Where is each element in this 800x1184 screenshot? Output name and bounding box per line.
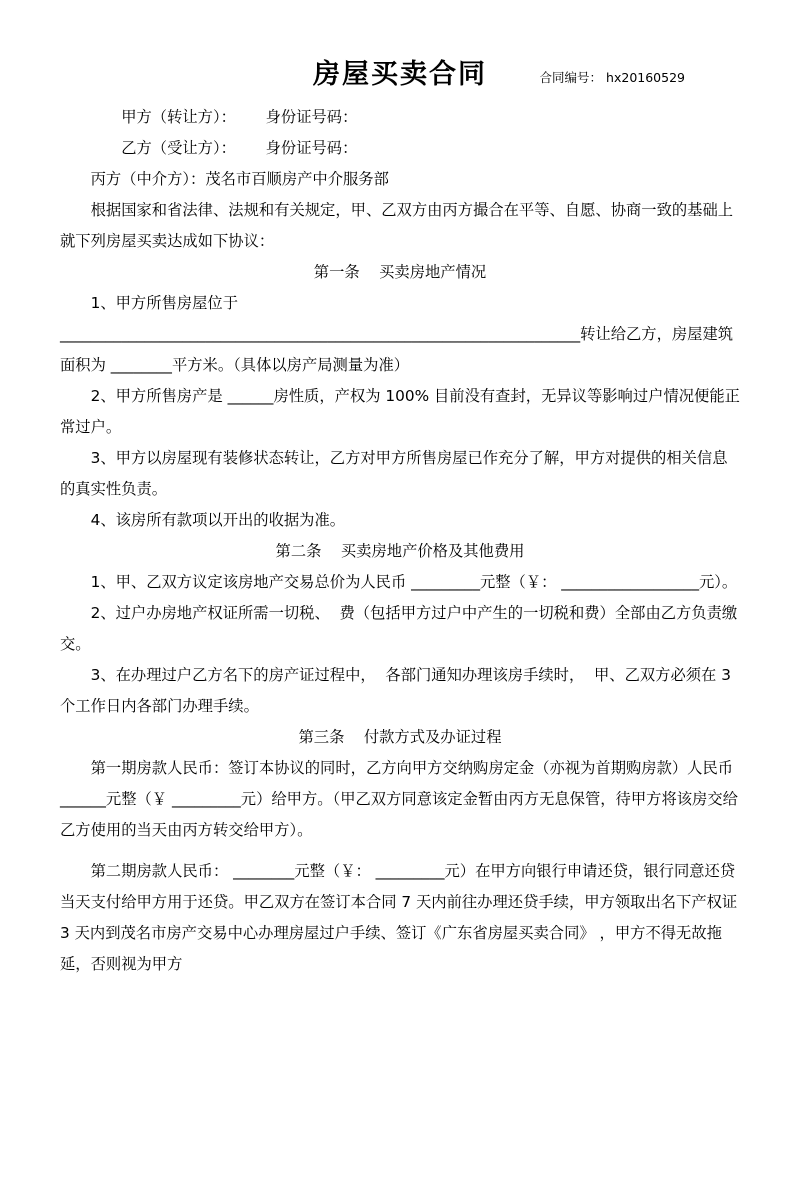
party-c-value: 茂名市百顺房产中介服务部	[205, 170, 389, 188]
contract-number	[540, 68, 685, 86]
section-1-item-4: 4、该房所有款项以开出的收据为准。	[90, 511, 346, 529]
section-1-item-2: 2、甲方所售房产是 ______房性质，产权为 100% 目前没有查封，无异议等影响过户情况便能正常过户。	[60, 387, 740, 436]
paragraph-spacer	[60, 846, 740, 856]
party-b-label: 乙方（受让方）：	[121, 139, 236, 157]
contract-number-value: hx20160529	[606, 70, 685, 85]
party-a-label: 甲方（转让方）：	[121, 108, 236, 126]
section-heading-3: 第三条 付款方式及办证过程	[298, 728, 502, 746]
contract-body	[60, 102, 743, 980]
party-b-row	[60, 133, 740, 164]
section-3-item-2: 第二期房款人民币： ________元整（￥： _________元）在甲方向银行申请还贷，银行同意还贷当天支付给甲方用于还贷。甲乙双方在签订本合同 7 天内前往办理还贷手续，甲方领取出名下产权证 3 天内到茂名市房产交易中心办理房屋过户手续、签订《广东省房屋买卖合同》 ，甲方不得无故拖延，否则视为甲方	[60, 862, 743, 973]
section-1-item-1: 1、甲方所售房屋位于 ____________________________________________________________________转让给乙方，房屋建筑面积为 ________平方米。（具体以房产局测量为准）	[60, 294, 734, 374]
party-c-row	[60, 164, 740, 195]
contract-number-label: 合同编号：	[539, 70, 603, 85]
section-2-item-3: 3、在办理过户乙方名下的房产证过程中， 各部门通知办理该房手续时， 甲、乙双方必须在 3个工作日内各部门办理手续。	[60, 666, 731, 715]
title-row	[60, 52, 740, 92]
section-3-item-1: 第一期房款人民币：签订本协议的同时，乙方向甲方交纳购房定金（亦视为首期购房款）人民币 ______元整（￥ _________元）给甲方。（甲乙双方同意该定金暂由丙方无息保管，待甲方将该房交给乙方使用的当天由丙方转交给甲方）。	[60, 759, 738, 839]
contract-page	[0, 52, 800, 1184]
page-title: 房屋买卖合同	[313, 59, 487, 90]
preamble: 根据国家和省法律、法规和有关规定，甲、乙双方由丙方撮合在平等、自愿、协商一致的基础上就下列房屋买卖达成如下协议：	[60, 201, 734, 250]
section-2-item-1: 1、甲、乙双方议定该房地产交易总价为人民币 _________元整（￥： __________________元）。	[90, 573, 738, 591]
party-b-id-label: 身份证号码：	[265, 139, 358, 157]
section-heading-2: 第二条 买卖房地产价格及其他费用	[275, 542, 525, 560]
party-a-row	[60, 102, 740, 133]
party-c-label: 丙方（中介方）：	[90, 170, 206, 188]
party-a-id-label: 身份证号码：	[265, 108, 358, 126]
section-2-item-2: 2、过户办房地产权证所需一切税、 费（包括甲方过户中产生的一切税和费）全部由乙方负责缴交。	[60, 604, 738, 653]
section-1-item-3: 3、甲方以房屋现有装修状态转让，乙方对甲方所售房屋已作充分了解，甲方对提供的相关信息的真实性负责。	[60, 449, 728, 498]
section-heading-1: 第一条 买卖房地产情况	[313, 263, 487, 281]
